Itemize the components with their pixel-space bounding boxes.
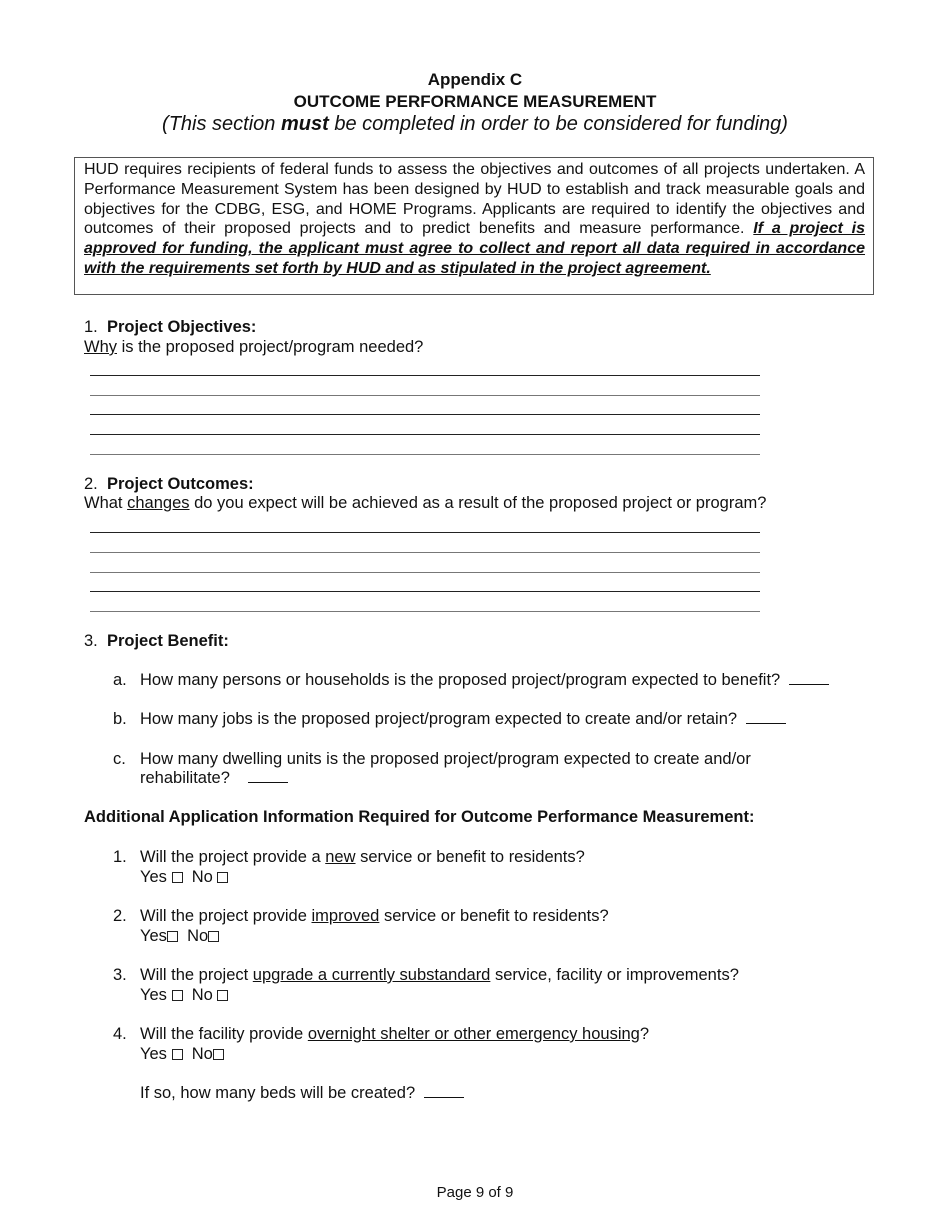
q1-answer-line-1[interactable]	[90, 375, 760, 376]
beds-answer-blank[interactable]	[424, 1085, 464, 1098]
q3-heading: 3. Project Benefit:	[84, 632, 229, 650]
item3-yes-checkbox[interactable]	[172, 990, 183, 1001]
additional-heading: Additional Application Information Required for Outcome Performance Measurement:	[84, 808, 755, 826]
additional-item-3-question: Will the project upgrade a currently substandard service, facility or improvements?	[140, 966, 739, 984]
q3b-question: How many jobs is the proposed project/program expected to create and/or retain?	[140, 710, 786, 729]
q2-heading: 2. Project Outcomes:	[84, 475, 254, 493]
q1-heading: 1. Project Objectives:	[84, 318, 257, 336]
q3c-answer-blank[interactable]	[248, 770, 288, 783]
page-title: OUTCOME PERFORMANCE MEASUREMENT	[293, 92, 657, 111]
beds-question: If so, how many beds will be created?	[140, 1084, 464, 1103]
additional-item-2-options: Yes No	[140, 927, 219, 946]
q1-answer-line-2[interactable]	[90, 395, 760, 396]
intro-box	[74, 157, 874, 295]
appendix-label: Appendix C	[427, 70, 523, 89]
q1-answer-line-5[interactable]	[90, 454, 760, 455]
q1-answer-line-4[interactable]	[90, 434, 760, 435]
page-number: Page 9 of 9	[436, 1184, 514, 1201]
page-subtitle: (This section must be completed in order to be considered for funding)	[162, 113, 788, 135]
additional-item-2-number: 2.	[113, 907, 127, 925]
q2-answer-line-2[interactable]	[90, 552, 760, 553]
q3c-letter: c.	[113, 750, 126, 768]
additional-item-3-number: 3.	[113, 966, 127, 984]
q2-answer-line-1[interactable]	[90, 532, 760, 533]
q2-answer-line-4[interactable]	[90, 591, 760, 592]
additional-item-1-options: Yes No	[140, 868, 228, 887]
item2-no-checkbox[interactable]	[208, 931, 219, 942]
additional-item-3-options: Yes No	[140, 986, 228, 1005]
q1-answer-line-3[interactable]	[90, 414, 760, 415]
item4-yes-checkbox[interactable]	[172, 1049, 183, 1060]
item1-no-checkbox[interactable]	[217, 872, 228, 883]
additional-item-4-number: 4.	[113, 1025, 127, 1043]
item2-yes-checkbox[interactable]	[167, 931, 178, 942]
additional-item-4-options: Yes No	[140, 1045, 224, 1064]
additional-item-1-question: Will the project provide a new service or benefit to residents?	[140, 848, 585, 866]
q3c-question-line1: How many dwelling units is the proposed project/program expected to create and/or	[140, 750, 751, 768]
q3b-answer-blank[interactable]	[746, 711, 786, 724]
q3a-letter: a.	[113, 671, 127, 689]
q1-prompt: Why is the proposed project/program needed?	[84, 338, 424, 356]
additional-item-1-number: 1.	[113, 848, 127, 866]
q3b-letter: b.	[113, 710, 127, 728]
q3a-question: How many persons or households is the proposed project/program expected to benefit?	[140, 671, 829, 690]
q2-answer-line-5[interactable]	[90, 611, 760, 612]
q2-prompt: What changes do you expect will be achieved as a result of the proposed project or program?	[84, 494, 767, 512]
q2-answer-line-3[interactable]	[90, 572, 760, 573]
q3a-answer-blank[interactable]	[789, 672, 829, 685]
item1-yes-checkbox[interactable]	[172, 872, 183, 883]
intro-emphasis: If a project is approved for funding, the applicant must agree to collect and report all data required in accordance with the requirements set forth by HUD and as stipulated in the project agreement.	[84, 220, 866, 277]
additional-item-4-question: Will the facility provide overnight shelter or other emergency housing?	[140, 1025, 650, 1043]
intro-text: HUD requires recipients of federal funds to assess the objectives and outcomes of all projects undertaken. A Performance Measurement System has been designed by HUD to establish and track measurable goals and objectives for the CDBG, ESG, and HOME Programs. Applicants are required to identify the objectives and outcomes of their proposed projects and to predict benefits and measure performance.	[84, 161, 865, 238]
q3c-question-line2: rehabilitate?	[140, 769, 288, 788]
additional-item-2-question: Will the project provide improved service or benefit to residents?	[140, 907, 609, 925]
item3-no-checkbox[interactable]	[217, 990, 228, 1001]
item4-no-checkbox[interactable]	[213, 1049, 224, 1060]
